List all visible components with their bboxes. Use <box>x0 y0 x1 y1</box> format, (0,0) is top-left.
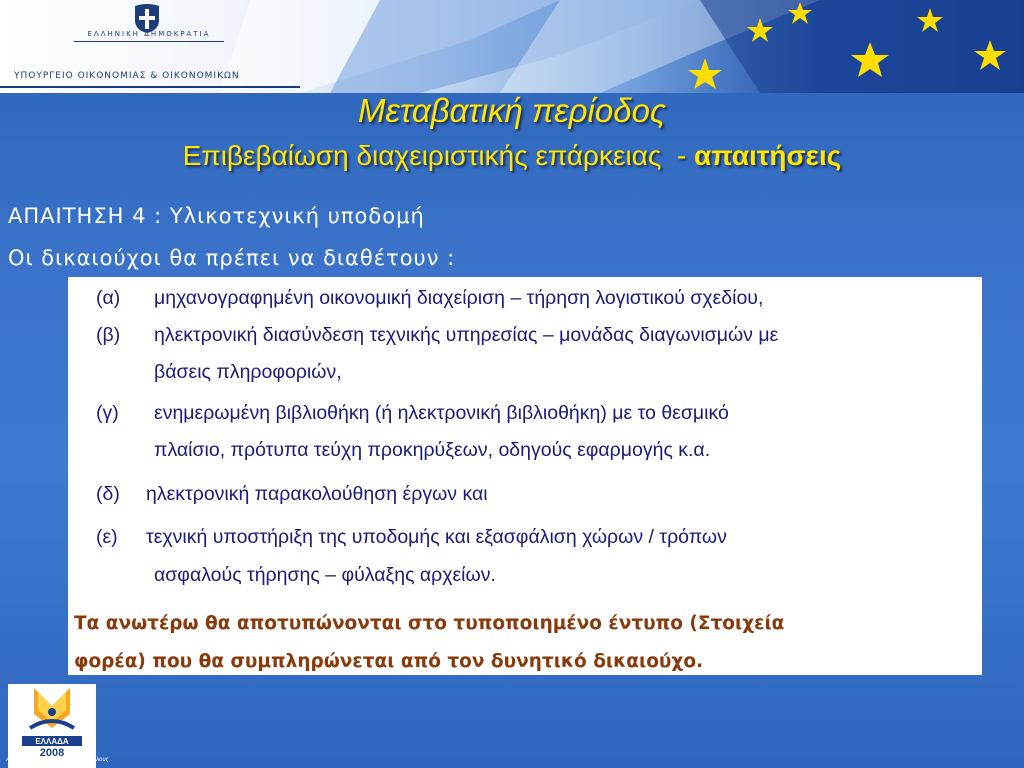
item-text: ηλεκτρονική διασύνδεση τεχνικής υπηρεσίας – μονάδας διαγωνισμών με <box>154 324 779 346</box>
ministry-logo <box>0 0 300 93</box>
item-text: βάσεις πληροφοριών, <box>154 361 342 383</box>
slide-subtitle <box>0 140 1024 172</box>
header-banner <box>0 0 1024 93</box>
item-label: (ε) <box>96 526 118 548</box>
item-text: ηλεκτρονική παρακολούθηση έργων και <box>146 483 488 505</box>
logo-name: ΕΛΛΑΔΑ <box>35 737 69 746</box>
note-line: Τα ανωτέρω θα αποτυπώνονται στο τυποποιημένο έντυπο (Στοιχεία <box>74 613 785 634</box>
item-label: (γ) <box>96 402 119 424</box>
hellas-2008-logo <box>8 684 96 768</box>
divider <box>74 41 224 42</box>
requirements-box <box>68 277 982 675</box>
government-name: ΕΛΛΗΝΙΚΗ ΔΗΜΟΚΡΑΤΙΑ <box>87 30 211 38</box>
subtitle-emphasis: απαιτήσεις <box>694 140 842 171</box>
subtitle-main: Επιβεβαίωση διαχειριστικής επάρκειας <box>182 140 662 171</box>
requirement-intro: Οι δικαιούχοι θα πρέπει να διαθέτουν : <box>8 246 456 270</box>
item-text: ασφαλούς τήρησης – φύλαξης αρχείων. <box>154 564 496 586</box>
item-text: πλαίσιο, πρότυπα τεύχη προκηρύξεων, οδηγούς εφαρμογής κ.α. <box>154 439 711 461</box>
item-label: (β) <box>96 324 121 346</box>
item-text: μηχανογραφημένη οικονομική διαχείριση – τήρηση λογιστικού σχεδίου, <box>154 287 764 309</box>
note-line: φορέα) που θα συμπληρώνεται από τον δυνητικό δικαιούχο. <box>74 651 704 672</box>
item-label: (δ) <box>96 483 120 505</box>
divider <box>0 86 300 88</box>
requirement-title: ΑΠΑΙΤΗΣΗ 4 : Υλικοτεχνική υποδομή <box>8 204 425 228</box>
logo-caption: Ανάπτυξη παντού. Ανάπτυξη για όλους <box>6 757 109 763</box>
ministry-name: ΥΠΟΥΡΓΕΙΟ ΟΙΚΟΝΟΜΙΑΣ & ΟΙΚΟΝΟΜΙΚΩΝ <box>14 71 240 81</box>
item-text: τεχνική υποστήριξη της υποδομής και εξασφάλιση χώρων / τρόπων <box>146 526 727 548</box>
subtitle-separator: - <box>676 140 687 171</box>
item-label: (α) <box>96 287 121 309</box>
slide-title: Μεταβατική περίοδος <box>358 92 666 129</box>
logo-year: 2008 <box>39 747 65 759</box>
item-text: ενημερωμένη βιβλιοθήκη (ή ηλεκτρονική βιβλιοθήκη) με το θεσμικό <box>154 402 729 424</box>
